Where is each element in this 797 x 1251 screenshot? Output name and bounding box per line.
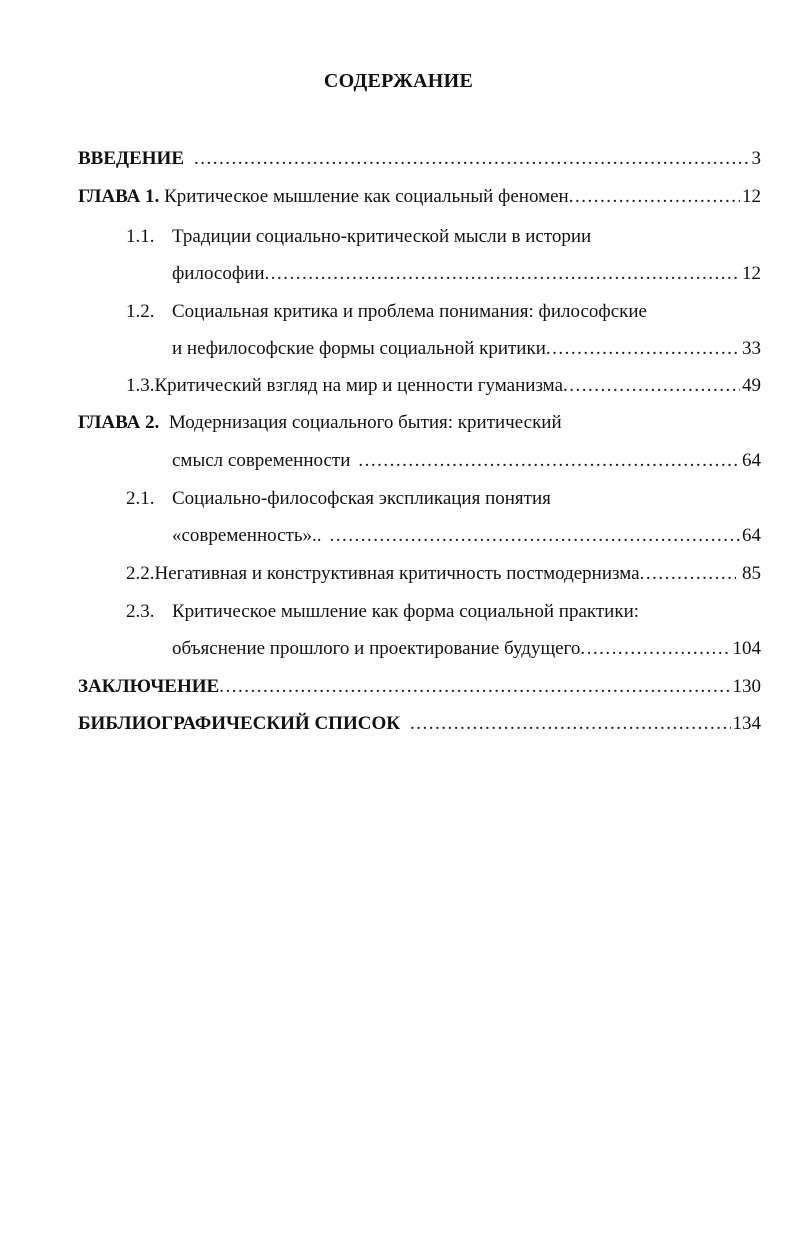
toc-leader-dots	[569, 186, 740, 208]
toc-leader-dots	[640, 563, 736, 585]
toc-leader-dots	[330, 525, 740, 547]
toc-label: ЗАКЛЮЧЕНИЕ	[78, 676, 220, 697]
toc-entry-1-3	[126, 375, 761, 397]
toc-leader-dots	[219, 676, 730, 698]
toc-text: «современность»..	[172, 525, 322, 546]
toc-label: ГЛАВА 1.	[78, 186, 160, 207]
toc-leader-dots	[563, 375, 740, 397]
toc-entry-chapter-1	[78, 186, 761, 208]
toc-text: Социально-философская экспликация понятия	[172, 488, 551, 509]
toc-section-number: 1.2.	[126, 301, 155, 322]
toc-text: и нефилософские формы социальной критики	[172, 338, 546, 359]
toc-section-number: 2.3.	[126, 601, 155, 622]
toc-text: Традиции социально-критической мысли в истории	[172, 226, 592, 247]
toc-entry-1-1-line1	[126, 226, 591, 248]
toc-page-number: 134	[732, 713, 761, 734]
toc-text: Критическое мышление как форма социальной практики:	[172, 601, 640, 622]
toc-page-number: 12	[742, 263, 761, 284]
toc-page-number: 130	[732, 676, 761, 697]
toc-text: Социальная критика и проблема понимания: философские	[172, 301, 647, 322]
toc-entry-1-2-line2	[172, 338, 761, 360]
toc-entry-1-2-line1	[126, 301, 647, 323]
toc-leader-dots	[546, 338, 740, 360]
toc-leader-dots	[410, 713, 730, 735]
toc-section-number: 2.1.	[126, 488, 155, 509]
toc-entry-bibliography	[78, 713, 761, 735]
toc-text: Модернизация социального бытия: критический	[168, 412, 562, 433]
toc-page-number: 33	[742, 338, 761, 359]
toc-text: Негативная и конструктивная критичность постмодернизма	[154, 563, 640, 584]
toc-entry-chapter-2-line2	[172, 450, 761, 472]
toc-leader-dots	[580, 638, 730, 660]
toc-label: ВВЕДЕНИЕ	[78, 148, 184, 169]
toc-page-number: 3	[751, 148, 761, 169]
toc-page-number: 12	[742, 186, 761, 207]
toc-label: БИБЛИОГРАФИЧЕСКИЙ СПИСОК	[78, 713, 401, 734]
toc-entry-2-3-line1	[126, 601, 639, 623]
toc-leader-dots	[194, 148, 750, 170]
toc-entry-chapter-2-line1	[78, 412, 562, 434]
toc-section-number: 1.1.	[126, 226, 155, 247]
toc-entry-2-1-line2	[172, 525, 761, 547]
toc-entry-2-2	[126, 563, 761, 585]
toc-entry-2-3-line2	[172, 638, 761, 660]
toc-entry-conclusion	[78, 676, 761, 698]
toc-text: философии	[172, 263, 265, 284]
toc-text: объяснение прошлого и проектирование будущего	[172, 638, 581, 659]
toc-entry-1-1-line2	[172, 263, 761, 285]
page-title: СОДЕРЖАНИЕ	[323, 70, 474, 92]
toc-section-number: 2.2.	[126, 563, 155, 584]
toc-entry-introduction	[78, 148, 761, 170]
toc-text: Критическое мышление как социальный феномен	[164, 186, 569, 207]
toc-section-number: 1.3.	[126, 375, 155, 396]
toc-page-number: 104	[732, 638, 761, 659]
toc-text: смысл современности	[172, 450, 351, 471]
toc-leader-dots	[358, 450, 740, 472]
toc-entry-2-1-line1	[126, 488, 551, 510]
toc-leader-dots	[265, 263, 740, 285]
toc-page-number: 49	[742, 375, 761, 396]
toc-label: ГЛАВА 2.	[78, 412, 160, 433]
toc-page-number: 85	[742, 563, 761, 584]
toc-page-number: 64	[742, 525, 761, 546]
toc-page-number: 64	[742, 450, 761, 471]
toc-text: Критический взгляд на мир и ценности гуманизма	[154, 375, 564, 396]
